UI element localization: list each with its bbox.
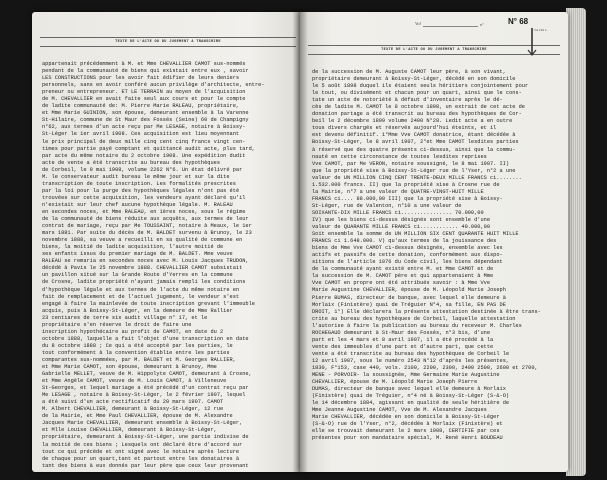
left-page-text-line: de la communauté de biens réduite aux acquêts, aux termes de leur <box>42 216 249 223</box>
left-page-text-line: RALEAU se remaria en secondes noces avec M. Louis Jacques TRUDON, <box>42 258 249 265</box>
left-page-text-line: de ladite communauté de: M. Pierre Marie RALEAU, propriétaire, <box>42 103 240 110</box>
left-page-text-line: de la Mairie, et Mme Paul CHEVALLIER, épouse de M. Alexandre <box>42 413 233 420</box>
right-page-text-line: Vve CAMOT, par Me VERON, notaire soussigné, le 8 mai 1907. II) <box>312 160 510 167</box>
left-page-text-line: et Mme Marie CAMOT, son épouse, demeurant à Brunoy, Mme <box>42 364 217 371</box>
left-page-text-line: et Mlle Louise CHEVALLIER, demeurant à Boissy-St-Léger, <box>42 427 217 434</box>
left-page-text-line: LES CONSTRUCTIONS pour les avoir fait édifier de leurs deniers <box>42 75 240 82</box>
left-page-text-line: St-Hilaire, commune de St Maur des Fossés (Seine) 60 de Champigny <box>42 117 249 124</box>
right-page-text-line: Morlaix (Finistère) quai de Tréguier N°4, sa fille, EN PAS DE <box>312 301 506 308</box>
left-page-text-line: fait de remplacement et de l'actuel jugement, le vendeur s'est <box>42 293 240 300</box>
left-page-text-line: Jacques Marie CHEVALLIER, demeurant ensemble à Boissy-St-Léger, <box>42 420 243 427</box>
left-page-text-line: Me LESAGE , notaire à Boissy-St-Léger, le 2 février 1907, lequel <box>42 392 246 399</box>
right-page-text-line: Marie CHEVALLIER, décédée en son domicile à Boissy-St-Léger <box>312 414 500 421</box>
right-page-text-line: Pierre BUMAS, directeur de banque, avec lequel elle demeure à <box>312 294 506 301</box>
left-page-text-line: acquis, puis à Boissy-St-Léger, en la demeure de Mme Rallier <box>42 307 233 314</box>
left-page-text-line: n°62, aux termes d'un acte reçu par Me LESAGE, notaire à Boissy- <box>42 124 246 131</box>
left-page-text-line: la moitié de ces biens ; Lesquels ont déclaré être d'accord sur <box>42 441 243 448</box>
left-page-text-line: St-Léger le 1er avril 1908. Ces acquisition est lieu moyennant <box>42 131 240 138</box>
right-page-text-line: sitions de l'article 1076 du Code civil, les biens dépendant <box>312 259 503 266</box>
right-page-text-line: Vve CAMOT en propre ont été attribués savoir : à Mme Vve <box>312 280 491 287</box>
right-page-text-line: SOIXANTE-DIX MILLE FRANCS ci................ 70.000,00 <box>312 209 484 216</box>
right-page-text-line: donation partage a été transcrit au bureau des hypothèques de Cor- <box>312 111 522 118</box>
left-page-text-line: inscription hypothécaire au profit de CAMOT, en date du 2 <box>42 328 224 335</box>
left-page-text-line: par la loi pour la purge des hypothèques légales n'ont pas été <box>42 187 240 194</box>
left-page-text-line: comparantes sus-nommées, par M. BALDET et M. Georges RALLIER, <box>42 356 236 363</box>
right-page-text-line: (Finistère) quai de Tréguier, n°4 né à Boissy-St-Léger (S-&-O) <box>312 393 510 400</box>
left-page-text-line: décédé à Pavis le 25 novembre 1888. CHEVALLIER CAMOT subsistait <box>42 265 243 272</box>
right-page-text-line: le 14 décembre 1884, agissant en qualité de seule héritière de <box>312 400 510 407</box>
right-page-text-line: Soit ensemble la somme de UN MILLION SIX CENT QUARANTE HUIT MILLE <box>312 231 519 238</box>
left-page-text-line: Gabrielle MELLET, veuve de M. Hippolyte CAMOT, demeurant à Crosne, <box>42 371 252 378</box>
right-page-text-line: de la communauté ayant existé entre M. et Mme CAMOT et de <box>312 266 494 273</box>
left-page-text-line: le prix principal de deux mille cinq cent cinq francs vingt cen- <box>42 138 246 145</box>
left-page-text-line: d'hypothèque légale et aux termes de l'acte du même notaire en <box>42 286 240 293</box>
left-page-text-line: de chaque pour un quart,tant et partout entre les donataires à <box>42 455 240 462</box>
left-page-header: TEXTE DE L'ACTE OU DU JUGEMENT A TRANSCRIRE <box>115 40 221 44</box>
right-page-text-line: le 5 août 1898 duquel ils étaient seuls héritiers conjointement pour <box>312 83 529 90</box>
right-header-rule-top <box>308 45 560 46</box>
left-page-text-line: M. Albert CHEVALLIER, demeurant à Boissy-St-Léger, 12 rue <box>42 406 224 413</box>
left-page-text-line: n'existait sur leur chef aucune hypothèque légale. M. RALEAU <box>42 201 233 208</box>
left-page-text <box>42 61 296 470</box>
left-page-text-line: engagé à faire la mainlevée de toute inscription grevant l'immeuble <box>42 300 255 307</box>
right-page-text-line: DUMAS, directeur de banque avec lequel elle demeure à Morlaix <box>312 386 506 393</box>
left-page-text-line: times pour partie payé comptant et quittancé audit acte, plus tard, <box>42 145 255 152</box>
right-page-text-line: propriétaire demeurant à Boissy-St-Léger, décédé en son domicile <box>312 76 516 83</box>
right-page-text-line: St-Léger, rue de Valenton, n°10 a une valeur de <box>312 202 462 209</box>
right-page <box>300 12 568 472</box>
right-header-rule-bottom <box>308 54 560 55</box>
right-page-text-line: ROCHEGAUD demeurant à St-Maur des Fossés, n°3 bis, d'une <box>312 329 491 336</box>
right-page-text-line: MENE - PORVOIR- la soussignée, Mme Germaine Marie Augustine <box>312 372 500 379</box>
right-page-text-line: que la propriété sise à Boissy-St-Léger rue de l'Yser, n°2 a une <box>312 167 516 174</box>
left-page-text-line: a été suivi d'un acte rectificatif du 20 mars 1907. CAMOT <box>42 399 224 406</box>
right-page-text-line: valeur de UN MILLION CINQ CENT TRENTE-DEUX MILLE FRANCS ci........ <box>312 174 522 181</box>
right-page-text-line: nauté en cette circonstance de toutes lesdites reprises <box>312 153 487 160</box>
right-page-text-line: Boissy-St-Léger, le 8 avril 1907, 2°et Mme CAMOT lesdites parties <box>312 139 519 146</box>
folio-number: N° 68 <box>508 17 529 26</box>
right-page-text-line: valeur de QUARANTE MILLE FRANCS ci............ 40.000,00 <box>312 224 491 231</box>
right-page-text-line: présentes pour son mandataire spécial, M. René Henri BOUDEAU <box>312 435 503 442</box>
left-page-text-line: biens, la moitié de ladite acquisition, l'autre moitié de <box>42 244 224 251</box>
right-page-text-line: DROIT, 1°) Elle déclarera la présente attestation destinée à être trans- <box>312 308 541 315</box>
left-page-text-line: preneur ou entrepreneur. ET LE TERRAIN au moyen de l'acquisition <box>42 89 246 96</box>
right-page-text-line: IV) que les biens ci-dessus désignés sont ensemble d'une <box>312 216 491 223</box>
right-page-text-line: Mme Jeanne Augustine CAMOT, Vve de M. Alexandre Jacques <box>312 407 487 414</box>
left-page-text-line: novembre 1888, sa veuve a recueilli en sa qualité de commune en <box>42 237 243 244</box>
right-page-text-line: à réservé que des quatre présents ci-dessus, ainsi que la commu- <box>312 146 516 153</box>
left-page-text-line: de Crosne, ladite propriété n'ayant jamais rempli les conditions <box>42 279 246 286</box>
volume-label: Vol <box>415 21 421 26</box>
left-page-text-line: en secondes noces, et Mme RALEAU, en 1ères noces, sous le régime <box>42 208 246 215</box>
page-edges <box>566 8 586 476</box>
left-header-rule-top <box>40 37 296 38</box>
left-page-text-line: de M. CHEVALLIER en avait faite seul aux cours et pour le compte <box>42 96 246 103</box>
right-page-text-line: de la succession de M. Auguste CAMOT leur père, à son vivant, <box>312 69 506 75</box>
left-page-text-line: contrat de mariage, reçu par Me TOUSSAINT, notaire à Meaux, le 1er <box>42 223 252 230</box>
left-page-text-line: propriétaire, demeurant à Boissy-St-Léger, une partie indivise de <box>42 434 249 441</box>
left-page-text-line: tout conformément à la convention établie entre les parties <box>42 349 230 356</box>
right-page-text-line: FRANCS ci 1.648.000. V) qu'aux termes de la jouissance des <box>312 238 497 245</box>
left-page-text-line: du 8 octobre 1888 ; Ce qui a été accepté par les parties, le <box>42 342 233 349</box>
right-page-text-line: 1.532.000 francs. II) que la propriété sise à Crosne rue de <box>312 181 500 188</box>
left-page-text-line: ses enfants issus du premier mariage de M. BALDET. Mme veuve <box>42 251 233 258</box>
right-page-text <box>312 69 562 442</box>
right-page-text-line: la succession de M. CAMOT père et qui appartenaient à Mme <box>312 273 494 280</box>
left-page-text-line: et Mme Angèle CAMOT, veuve de M. Louis CAMOT, à Villeneuve <box>42 378 227 385</box>
right-page-text-line: tous divers chargés et réservés aujourd'hui éteints, et il <box>312 125 497 132</box>
volume-number-label: n° <box>480 22 484 27</box>
left-page-text-line: appartenait précédemment à M. et Mme CHEVALLIER CAMOT sus-nommés <box>42 61 246 67</box>
left-header-rule-bottom <box>40 46 296 47</box>
left-page-text-line: et Mme Marie GUINION, son épouse, demeurant ensemble à la Varenne <box>42 110 249 117</box>
right-page-text-line: tate un acte de notoriété à défaut d'inventaire après le dé- <box>312 97 503 104</box>
folio-subnumber: Vol 199 1- <box>534 28 548 32</box>
right-page-text-line: est devenu définitif. 1°Mme Vve CAMOT donatrice, étant décédée à <box>312 132 516 139</box>
right-page-text-line: Marie Augustine CHEVALLIER, épouse de M. Léopold Marie Joseph <box>312 287 506 294</box>
left-page-text-line: un pavillon situé sur la Grande Route d'Yerres en la commune <box>42 272 233 279</box>
left-page-text-line: St-Georges, et lequel mariage a été précédé d'un contrat reçu par <box>42 385 249 392</box>
right-page-text-line: biens de Mme Vve CAMOT ci-dessus désignés, ensemble avec les <box>312 245 503 252</box>
right-page-text-line: crite au bureau des hypothèques de Corbeil, laquelle attestation <box>312 315 516 322</box>
right-page-text-line: 12 avril 1907, sous le numéro 2543 N°12 d'après les présentes, <box>312 357 510 364</box>
left-page-text-line: mars 1881. Par suite du décès de M. BALDET survenu à Brunoy, le 23 <box>42 230 252 237</box>
left-page-text-line: octobre 1888, laquelle a fait l'objet d'une transcription en date <box>42 335 249 342</box>
left-page-text-line: trouvées sur cette acquisition, les vendeurs ayant déclaré qu'il <box>42 194 246 201</box>
right-page-text-line: cès de ladite M. CAMOT le 8 octobre 1898, un extrait de cet acte de <box>312 104 525 111</box>
pencil-mark-icon <box>525 28 539 56</box>
left-page-text-line: personnels, sans en avoir conféré aucun privilège d'architecte, entre- <box>42 82 265 89</box>
left-page-text-line: de Corbeil, le 9 mai 1908, volume 2262 N°6. Un état délivré par <box>42 166 243 173</box>
right-page-text-line: le tout, ou divisément et chacun pour un quart, ainsi que le cons- <box>312 90 522 97</box>
right-page-text-line: vente a été transcrite au bureau des hypothèques de Corbeil le <box>312 350 510 357</box>
book-spine <box>292 12 308 472</box>
left-page-text-line: tout ce qui précède et ont signé avec le notaire après lecture <box>42 448 240 455</box>
left-page-text-line: par acte du même notaire du 2 octobre 1908. Une expédition dudit <box>42 152 246 159</box>
left-page-text-line: 23 centiares de terre sis audit village n° 17, et le <box>42 314 208 321</box>
left-page-text-line: acte de vente a été transcrite au bureau des hypothèques <box>42 159 221 166</box>
right-page-text-line: CHEVALLIER, épouse de M. Léopold Marie Joseph Pierre <box>312 379 478 386</box>
volume-fill-line <box>423 26 478 27</box>
left-page-text-line: tant des biens à eux donnés par leur père que ceux leur provenant <box>42 462 249 469</box>
right-page-text-line: la Mairie, n°7 a une valeur de QUATRE-VINGT-HUIT MILLE <box>312 188 484 195</box>
left-page-text-line: transcription de toute inscription. Les formalités prescrites <box>42 180 236 187</box>
right-page-text-line: FRANCS ci.... 88.000,00 III) que la propriété sise à Boissy- <box>312 195 503 202</box>
right-page-text-line: actifs et passifs de cette donation, conformément aux dispo- <box>312 252 503 259</box>
right-page-text-line: beil le 2 décembre 1899 volume 2400 N°28. Ledit acte a en outre <box>312 118 513 125</box>
right-page-text-line: vente des immeubles d'une part et d'autre part, que cette <box>312 343 494 350</box>
left-page-text-line: M. le conservateur audit bureau le même jour et sur la dite <box>42 173 230 180</box>
right-page-text-line: (S-&-O) rue de l'Yser, n°2, décédée à Morlaix (Finistère) et <box>312 421 503 428</box>
left-page-text-line: pendant de la communauté de biens qui existait entre eux , savoir <box>42 68 249 75</box>
right-page-text-line: l'autorise à faire la publication au bureau du receveur M. Charles <box>312 322 522 329</box>
left-page <box>32 12 304 472</box>
right-page-header: TEXTE DE L'ACTE OU DU JUGEMENT A TRANSCRIRE <box>381 48 487 52</box>
right-page-text-line: elle se trouvait demeurant le 2 mars 1908, CERTIFIE par ces <box>312 428 500 435</box>
right-page-text-line: part et les 4 mars et 8 avril 1907, il a été procédé à la <box>312 336 494 343</box>
right-page-text-line: 1830, F°153, case 440, vols. 2100, 2200, 2300, 2400 2500, 2600 et 2700, <box>312 364 538 371</box>
left-page-text-line: propriétaire s'en réserve le droit de faire une <box>42 321 192 328</box>
